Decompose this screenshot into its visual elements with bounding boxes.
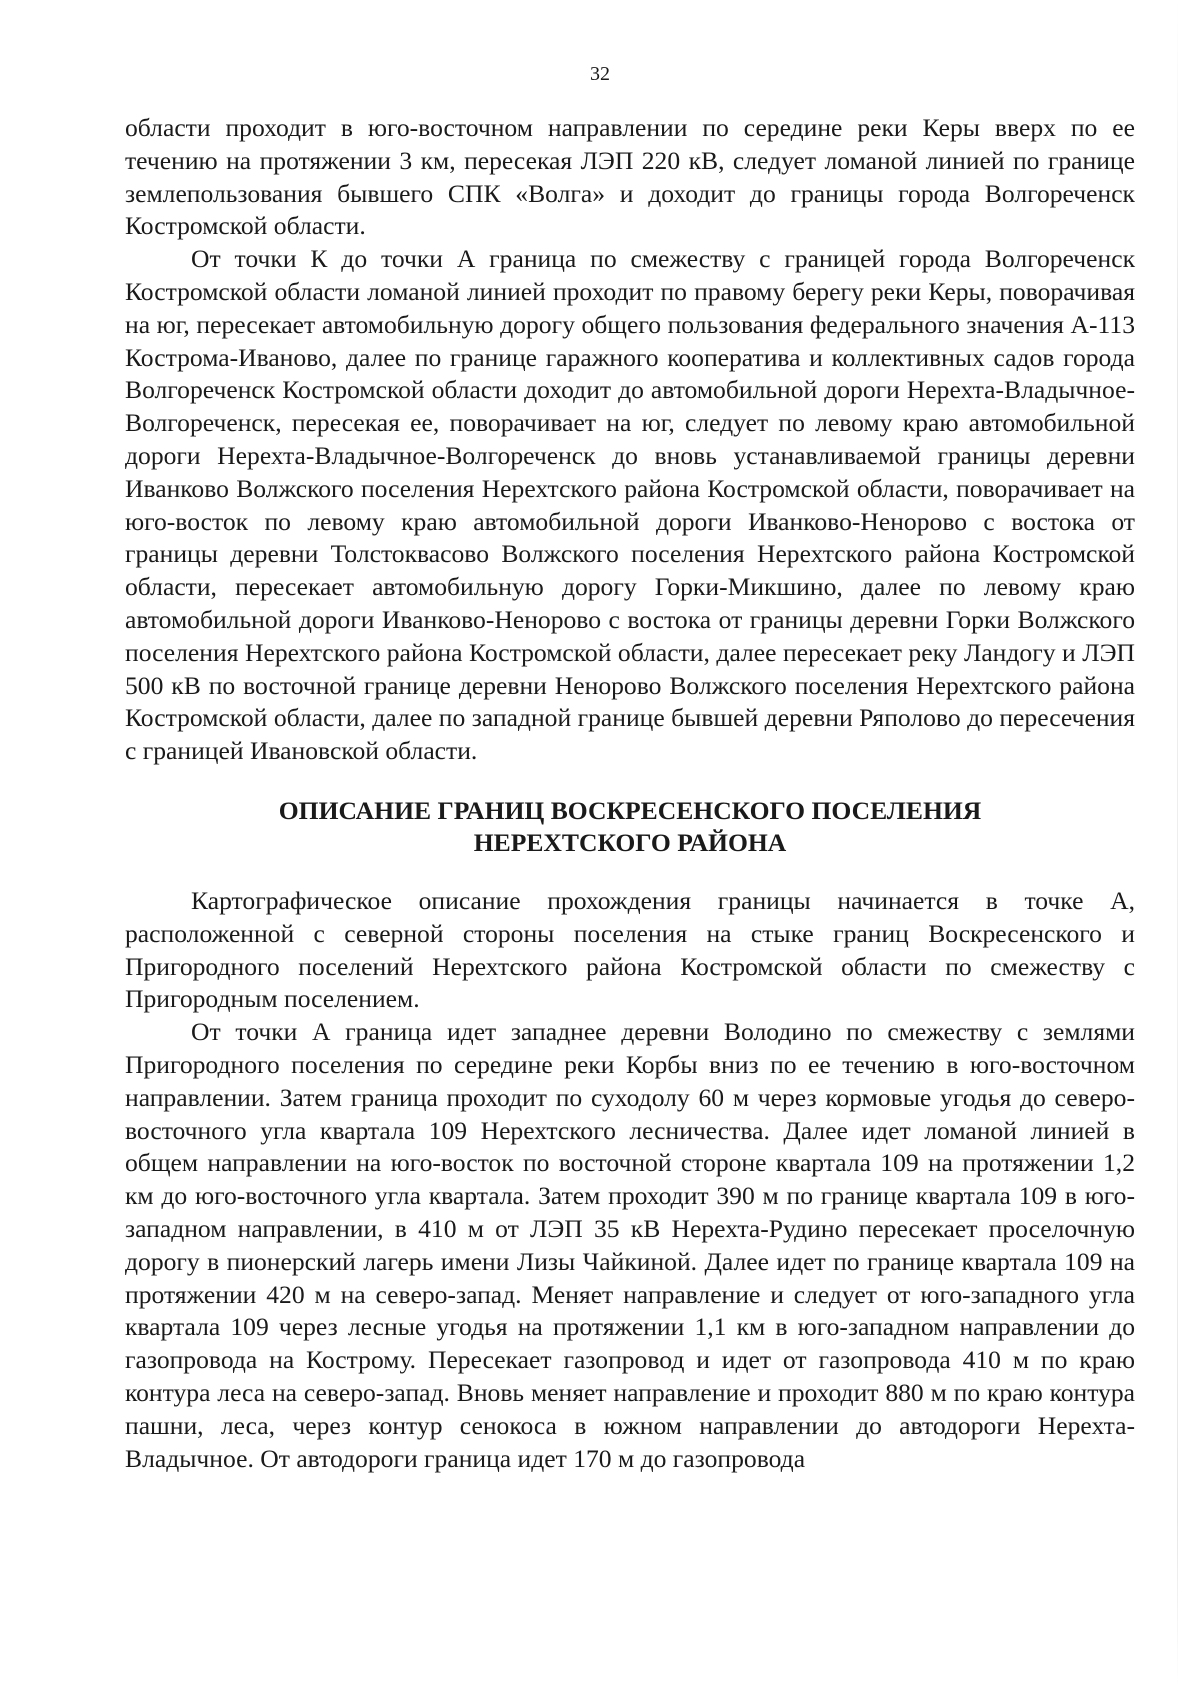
section-heading xyxy=(125,795,1135,859)
paragraph-cartographic-intro: Картографическое описание прохождения границы начинается в точке А, расположенной с северной стороны поселения на стыке границ Воскресенского и Пригородного поселений Нерехтского района Костромской области по смежеству с Пригородным поселением. xyxy=(125,886,1135,1014)
section-heading-line-1: ОПИСАНИЕ ГРАНИЦ ВОСКРЕСЕНСКОГО ПОСЕЛЕНИЯ xyxy=(278,796,982,825)
section-heading-line-2: НЕРЕХТСКОГО РАЙОНА xyxy=(473,828,787,857)
scan-edge-line xyxy=(1177,0,1178,1687)
text-block-continuation xyxy=(125,112,1135,768)
paragraph-continuation: области проходит в юго-восточном направлении по середине реки Керы вверх по ее течению на протяжении 3 км, пересекая ЛЭП 220 кВ, следует ломаной линией по границе землепользования бывшего СПК «Волга» и доходит до границы города Волгореченск Костромской области. xyxy=(125,113,1135,241)
paragraph-boundary-from-a: От точки А граница идет западнее деревни Володино по смежеству с землями Пригородного поселения по середине реки Корбы вниз по ее течению в юго-восточном направлении. Затем граница проходит по суходолу 60 м через кормовые угодья до северо-восточного угла квартала 109 Нерехтского лесничества. Далее идет ломаной линией в общем направлении на юго-восток по восточной стороне квартала 109 на протяжении 1,2 км до юго-восточного угла квартала. Затем проходит 390 м по границе квартала 109 в юго-западном направлении, в 410 м от ЛЭП 35 кВ Нерехта-Рудино пересекает проселочную дорогу в пионерский лагерь имени Лизы Чайкиной. Далее идет по границе квартала 109 на протяжении 420 м на северо-запад. Меняет направление и следует от юго-западного угла квартала 109 через лесные угодья на протяжении 1,1 км в юго-западном направлении до газопровода на Кострому. Пересекает газопровод и идет от газопровода 410 м по краю контура леса на северо-запад. Вновь меняет направление и проходит 880 м по краю контура пашни, леса, через контур сенокоса в южном направлении до автодороги Нерехта-Владычное. От автодороги граница идет 170 м до газопровода xyxy=(125,1017,1135,1473)
page-number: 32 xyxy=(590,63,610,85)
paragraph-boundary-k-to-a: От точки К до точки А граница по смежеству с границей города Волгореченск Костромской области ломаной линией проходит по правому берегу реки Керы, поворачивая на юг, пересекает автомобильную дорогу общего пользования федерального значения А-113 Кострома-Иваново, далее по границе гаражного кооператива и коллективных садов города Волгореченск Костромской области доходит до автомобильной дороги Нерехта-Владычное-Волгореченск, пересекая ее, поворачивает на юг, следует по левому краю автомобильной дороги Нерехта-Владычное-Волгореченск до вновь устанавливаемой границы деревни Иванково Волжского поселения Нерехтского района Костромской области, поворачивает на юго-восток по левому краю автомобильной дороги Иванково-Ненорово с востока от границы деревни Толстоквасово Волжского поселения Нерехтского района Костромской области, пересекает автомобильную дорогу Горки-Микшино, далее по левому краю автомобильной дороги Иванково-Ненорово с востока от границы деревни Горки Волжского поселения Нерехтского района Костромской области, далее пересекает реку Ландогу и ЛЭП 500 кВ по восточной границе деревни Ненорово Волжского поселения Нерехтского района Костромской области, далее по западной границе бывшей деревни Ряполово до пересечения с границей Ивановской области. xyxy=(125,244,1135,766)
text-block-voskresenskoe xyxy=(125,885,1135,1475)
